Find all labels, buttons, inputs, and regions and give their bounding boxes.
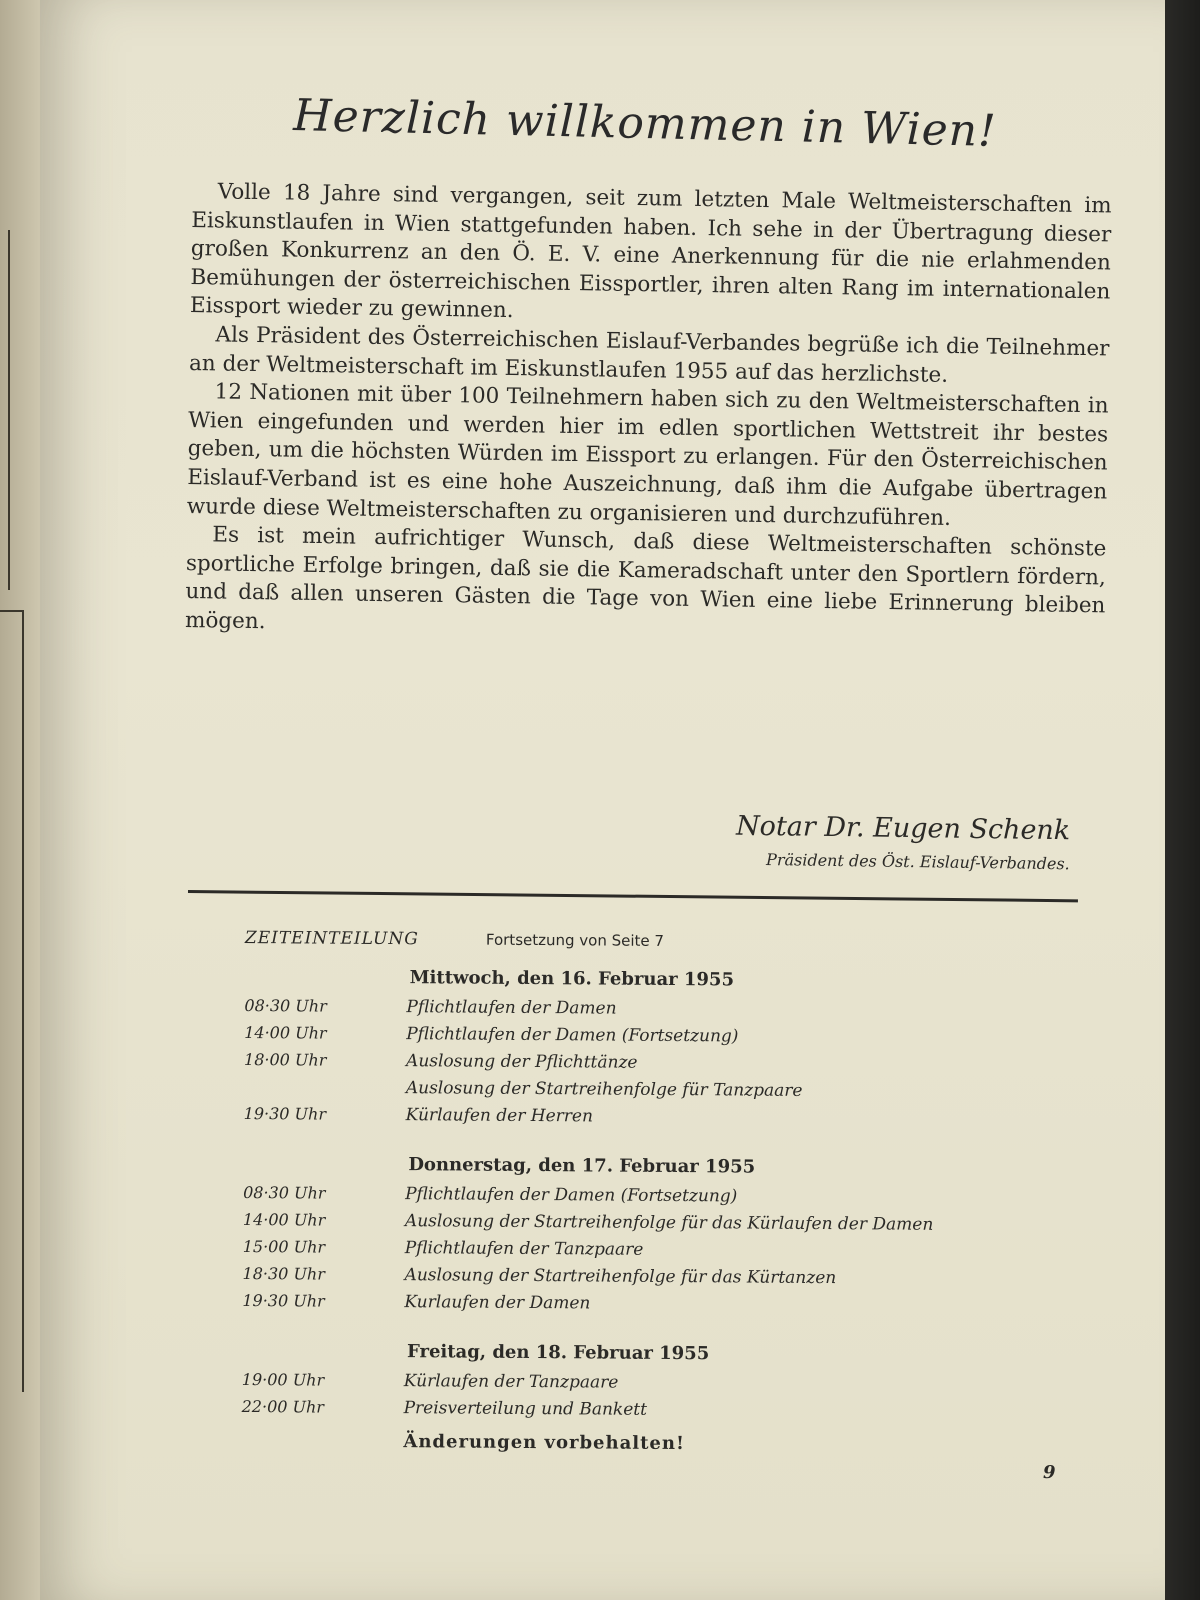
time: 19·00 Uhr bbox=[241, 1369, 325, 1390]
paragraph: 12 Nationen mit über 100 Teilnehmern haben sich zu den Weltmeisterschaften in Wien eingefunden und werden hier im edlen sportlichen Wettstreit ihr bestes geben, um die höchsten Würden im Eissport zu erlangen. Für den Österreichischen Eislauf-Verband ist es eine hohe Auszeichnung, daß ihm die Aufgabe übertragen wurde diese Weltmeisterschaften zu organisieren und durchzuführen. bbox=[186, 379, 1109, 531]
booklet-page bbox=[40, 0, 1165, 1600]
schedule-label: ZEITEINTEILUNG bbox=[244, 928, 419, 950]
frame-line bbox=[0, 610, 24, 1392]
paragraph: Es ist mein aufrichtiger Wunsch, daß diese Weltmeisterschaften schönste sportliche Erfolge bringen, daß sie die Kameradschaft unter den Sportlern fördern, und daß allen unseren Gästen die Tage von Wien eine liebe Erinnerung bleiben mögen. bbox=[184, 522, 1107, 635]
day-heading: Donnerstag, den 17. Februar 1955 bbox=[408, 1154, 756, 1178]
signature-role: Präsident des Öst. Eislauf-Verbandes. bbox=[765, 850, 1070, 874]
time: 15·00 Uhr bbox=[242, 1236, 326, 1257]
event: Auslosung der Startreihenfolge für Tanzpaare bbox=[405, 1078, 803, 1101]
event: Preisverteilung und Bankett bbox=[403, 1398, 648, 1420]
signature-name: Notar Dr. Eugen Schenk bbox=[735, 810, 1071, 847]
time: 18·00 Uhr bbox=[244, 1049, 327, 1070]
event: Auslosung der Pflichttänze bbox=[406, 1051, 638, 1073]
time: 08·30 Uhr bbox=[243, 1182, 326, 1203]
event: Kürlaufen der Tanzpaare bbox=[403, 1371, 619, 1393]
time: 14·00 Uhr bbox=[244, 1022, 327, 1043]
paragraph: Volle 18 Jahre sind vergangen, seit zum letzten Male Weltmeisterschaften im Eiskunstlaufen in Wien stattgefunden haben. Ich sehe in der Übertragung dieser großen Konkurrenz an den Ö. E. V. eine Anerkennung für die nie erlahmenden Bemühungen der österreichischen Eissportler, ihren alten Rang im internationalen Eissport wieder zu gewinnen. bbox=[189, 179, 1112, 324]
signature-block bbox=[600, 809, 1071, 874]
frame-line bbox=[0, 230, 10, 590]
time: 19·30 Uhr bbox=[242, 1290, 325, 1311]
event: Pflichtlaufen der Tanzpaare bbox=[404, 1238, 644, 1260]
schedule-row bbox=[244, 1104, 1044, 1137]
schedule-row bbox=[242, 1397, 1042, 1430]
page-number: 9 bbox=[1043, 1462, 1056, 1483]
time: 22·00 Uhr bbox=[241, 1396, 325, 1417]
time bbox=[244, 1077, 406, 1105]
schedule-note: Änderungen vorbehalten! bbox=[403, 1431, 685, 1455]
schedule-continuation: Fortsetzung von Seite 7 bbox=[485, 930, 665, 950]
paragraph: Als Präsident des Österreichischen Eislauf-Verbandes begrüße ich die Teilnehmer an der Weltmeisterschaft im Eiskunstlaufen 1955 auf das herzlichste. bbox=[188, 322, 1110, 388]
day-heading: Freitag, den 18. Februar 1955 bbox=[406, 1341, 710, 1365]
time: 14·00 Uhr bbox=[242, 1209, 326, 1230]
event: Auslosung der Startreihenfolge für das Kürlaufen der Damen bbox=[404, 1211, 934, 1235]
time: 18·30 Uhr bbox=[242, 1263, 325, 1284]
page-title: Herzlich willkommen in Wien! bbox=[292, 90, 998, 157]
event: Pflichtlaufen der Damen (Fortsetzung) bbox=[406, 1024, 739, 1047]
event: Kürlaufen der Herren bbox=[405, 1105, 594, 1127]
welcome-text bbox=[185, 178, 1112, 650]
event: Pflichtlaufen der Damen bbox=[406, 997, 617, 1019]
schedule-row bbox=[242, 1291, 1042, 1324]
time: 19·30 Uhr bbox=[243, 1103, 327, 1124]
event: Kurlaufen der Damen bbox=[404, 1292, 591, 1314]
day-heading: Mittwoch, den 16. Februar 1955 bbox=[409, 967, 735, 991]
schedule bbox=[241, 928, 1045, 1457]
divider bbox=[188, 890, 1078, 902]
event: Pflichtlaufen der Damen (Fortsetzung) bbox=[405, 1184, 738, 1207]
event: Auslosung der Startreihenfolge für das Kürtanzen bbox=[404, 1265, 837, 1289]
schedule-header bbox=[245, 928, 1045, 962]
time: 08·30 Uhr bbox=[244, 995, 327, 1016]
